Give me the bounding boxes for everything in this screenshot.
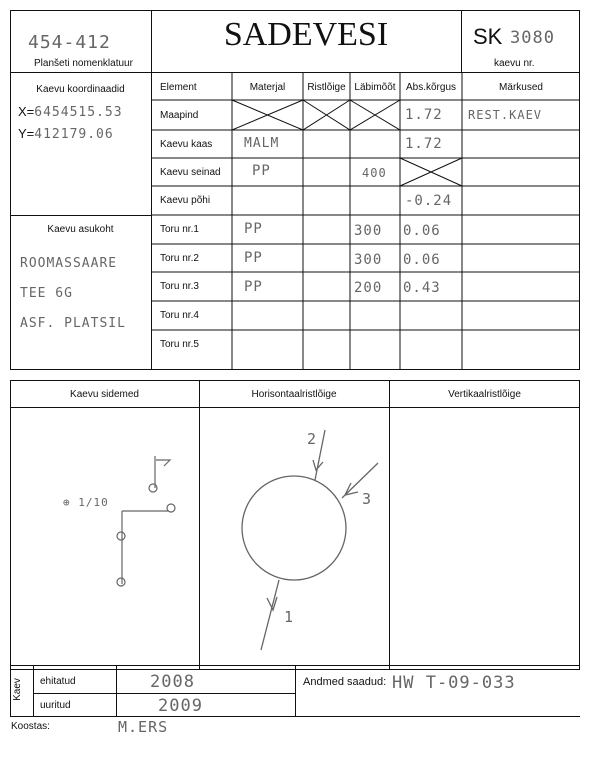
row-labimoot: 300 <box>354 252 383 268</box>
data-source-label: Andmed saadud: <box>303 676 387 688</box>
well-label: kaevu nr. <box>494 58 535 69</box>
tie-label: ⊕ 1/10 <box>63 496 109 509</box>
row-abs: -0.24 <box>405 193 453 209</box>
sheet-value: 454-412 <box>28 32 111 53</box>
page-title: SADEVESI <box>223 16 389 53</box>
col-header-markused: Märkused <box>499 82 543 93</box>
row-materjal: MALM <box>244 136 280 151</box>
author-label: Koostas: <box>11 721 50 732</box>
row-materjal: PP <box>244 221 263 237</box>
pipe-label-3: 3 <box>362 490 373 508</box>
row-element: Maapind <box>160 110 199 121</box>
row-labimoot: 400 <box>362 166 387 180</box>
author-value: M.ERS <box>118 718 169 736</box>
row-markused: REST.KAEV <box>468 108 543 122</box>
location-title: Kaevu asukoht <box>47 224 114 235</box>
x-prefix: X= <box>18 104 35 119</box>
built-label: ehitatud <box>40 676 76 687</box>
sketch-divider-2 <box>389 380 390 670</box>
row-materjal: PP <box>244 250 263 266</box>
data-source-value: HW T-09-033 <box>392 673 516 693</box>
pipe-label-1: 1 <box>284 608 295 626</box>
sketch-col-ties: Kaevu sidemed <box>70 389 139 400</box>
col-header-element: Element <box>160 82 197 93</box>
y-prefix: Y= <box>18 126 35 141</box>
row-materjal: PP <box>244 279 263 295</box>
location-line-3: ASF. PLATSIL <box>20 316 126 331</box>
row-element: Toru nr.3 <box>160 281 199 292</box>
surveyed-value: 2009 <box>158 696 203 716</box>
row-element: Toru nr.4 <box>160 310 199 321</box>
row-element: Kaevu seinad <box>160 167 221 178</box>
sketch-col-horizontal: Horisontaalristlõige <box>251 389 337 400</box>
col-header-labimoot: Läbimõõt <box>354 82 396 93</box>
col-header-abs: Abs.kõrgus <box>405 82 457 93</box>
sketch-col-vertical: Vertikaalristlõige <box>448 389 521 400</box>
kaev-side-label: Kaev <box>11 678 23 701</box>
table-grid <box>0 0 595 380</box>
coords-title: Kaevu koordinaadid <box>36 84 125 95</box>
row-abs: 0.06 <box>403 252 441 268</box>
row-element: Toru nr.1 <box>160 224 199 235</box>
well-prefix: SK <box>473 24 503 49</box>
well-value: 3080 <box>510 28 555 48</box>
row-labimoot: 200 <box>354 280 383 296</box>
row-element: Toru nr.5 <box>160 339 199 350</box>
footer-mid-divider <box>295 665 296 717</box>
ties-sketch <box>10 408 199 670</box>
footer-mid-line <box>33 693 295 694</box>
pipe-label-2: 2 <box>307 430 318 448</box>
y-value: 412179.06 <box>34 127 114 142</box>
row-materjal: PP <box>252 163 271 179</box>
surveyed-label: uuritud <box>40 700 71 711</box>
row-element: Kaevu kaas <box>160 139 213 150</box>
horizontal-sketch <box>199 408 389 670</box>
row-abs: 0.43 <box>403 280 441 296</box>
col-header-materjal: Materjal <box>249 82 286 93</box>
footer-left-edge <box>10 665 11 717</box>
built-value: 2008 <box>150 672 195 692</box>
row-element: Toru nr.2 <box>160 253 199 264</box>
row-abs: 1.72 <box>405 136 443 152</box>
sheet-label: Planšeti nomenklatuur <box>34 58 133 69</box>
footer-label-divider <box>116 665 117 717</box>
location-line-1: ROOMASSAARE <box>20 256 118 271</box>
row-abs: 1.72 <box>405 107 443 123</box>
col-header-ristloige: Ristlõige <box>307 82 346 93</box>
location-line-2: TEE 6G <box>20 286 73 301</box>
x-value: 6454515.53 <box>34 105 123 120</box>
row-element: Kaevu põhi <box>160 195 211 206</box>
footer-left-divider <box>33 665 34 717</box>
row-abs: 0.06 <box>403 223 441 239</box>
row-labimoot: 300 <box>354 223 383 239</box>
